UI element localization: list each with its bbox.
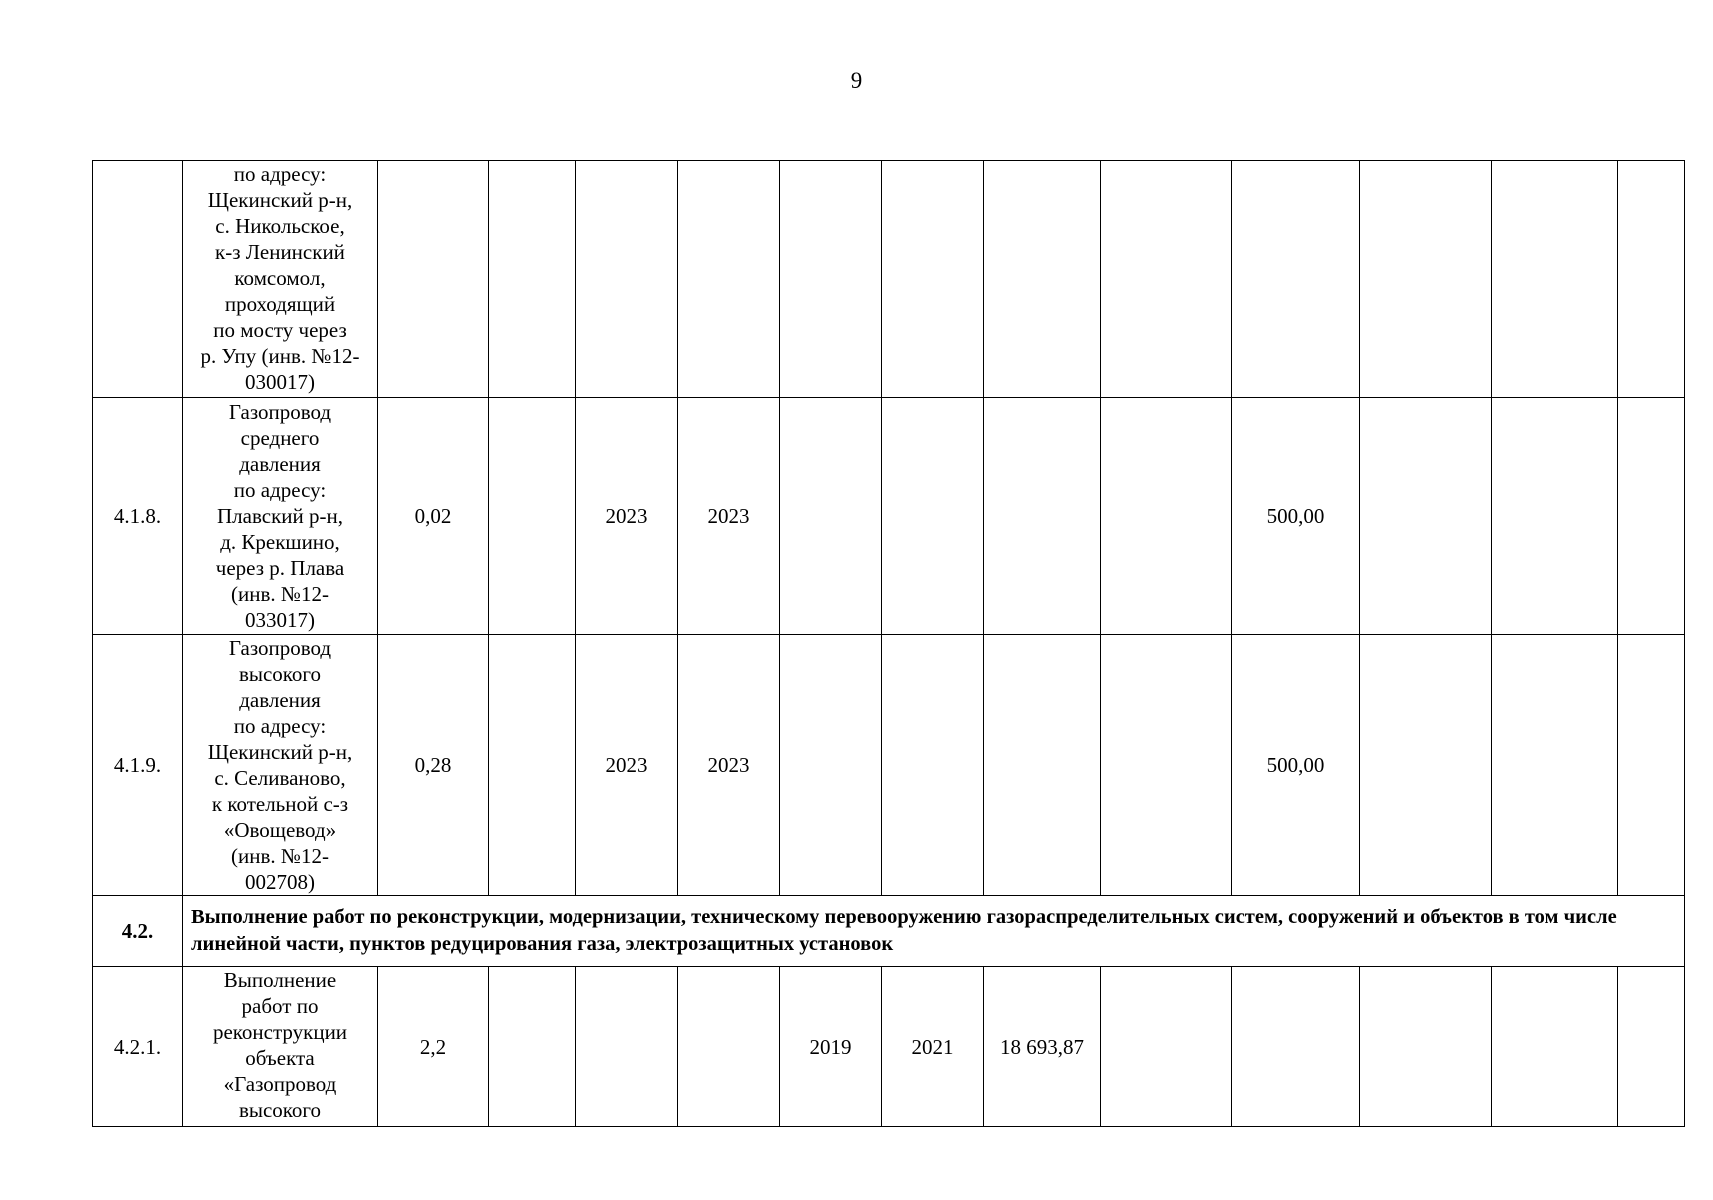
- cell: [984, 635, 1101, 896]
- cell: 2019: [780, 967, 882, 1127]
- cell: [576, 967, 678, 1127]
- row-number: 4.1.9.: [93, 635, 183, 896]
- cell: [780, 398, 882, 635]
- cell: 0,28: [378, 635, 489, 896]
- section-title: Выполнение работ по реконструкции, модернизации, техническому перевооружению газораспределительных систем, сооружений и объектов в том числе линейной части, пунктов редуцирования газа, электрозащитных установок: [183, 896, 1685, 967]
- cell: [489, 635, 576, 896]
- cell: [1101, 635, 1232, 896]
- cell: 2023: [678, 398, 780, 635]
- cell: [1360, 398, 1492, 635]
- cell: [1232, 967, 1360, 1127]
- cell: [678, 967, 780, 1127]
- cell: [378, 161, 489, 398]
- cell: [489, 161, 576, 398]
- cell: 2023: [576, 635, 678, 896]
- cell: [984, 398, 1101, 635]
- table-row: [93, 161, 1685, 398]
- cell: 500,00: [1232, 635, 1360, 896]
- cell: [882, 635, 984, 896]
- cell: 2021: [882, 967, 984, 1127]
- cell: [1618, 967, 1685, 1127]
- data-table: [92, 160, 1685, 1127]
- cell: 500,00: [1232, 398, 1360, 635]
- cell: 2,2: [378, 967, 489, 1127]
- cell: [984, 161, 1101, 398]
- cell: [1101, 967, 1232, 1127]
- table-row: [93, 967, 1685, 1127]
- row-description: по адресу: Щекинский р-н, с. Никольское, к-з Ленинский комсомол, проходящий по мосту через р. Упу (инв. №12- 030017): [183, 161, 378, 398]
- cell: [1101, 398, 1232, 635]
- cell: 18 693,87: [984, 967, 1101, 1127]
- cell: [1618, 398, 1685, 635]
- cell: [1492, 398, 1618, 635]
- row-number: 4.2.1.: [93, 967, 183, 1127]
- cell: [1492, 967, 1618, 1127]
- cell: [882, 398, 984, 635]
- cell: [489, 967, 576, 1127]
- row-description: Газопровод среднего давления по адресу: Плавский р-н, д. Крекшино, через р. Плава (инв. №12- 033017): [183, 398, 378, 635]
- cell: 0,02: [378, 398, 489, 635]
- cell: [1360, 967, 1492, 1127]
- cell: [489, 398, 576, 635]
- cell: [780, 161, 882, 398]
- cell: [1101, 161, 1232, 398]
- cell: [1492, 635, 1618, 896]
- row-description: Выполнение работ по реконструкции объекта «Газопровод высокого: [183, 967, 378, 1127]
- table-row: [93, 635, 1685, 896]
- row-number: 4.1.8.: [93, 398, 183, 635]
- cell: [882, 161, 984, 398]
- table-row: [93, 398, 1685, 635]
- cell: 2023: [678, 635, 780, 896]
- section-header-row: [93, 896, 1685, 967]
- row-number: [93, 161, 183, 398]
- cell: [1360, 635, 1492, 896]
- row-description: Газопровод высокого давления по адресу: Щекинский р-н, с. Селиваново, к котельной с-з «Овощевод» (инв. №12- 002708): [183, 635, 378, 896]
- cell: [678, 161, 780, 398]
- section-number: 4.2.: [93, 896, 183, 967]
- cell: 2023: [576, 398, 678, 635]
- page-number: 9: [850, 68, 863, 93]
- cell: [1618, 635, 1685, 896]
- cell: [780, 635, 882, 896]
- cell: [1360, 161, 1492, 398]
- cell: [576, 161, 678, 398]
- cell: [1618, 161, 1685, 398]
- cell: [1232, 161, 1360, 398]
- cell: [1492, 161, 1618, 398]
